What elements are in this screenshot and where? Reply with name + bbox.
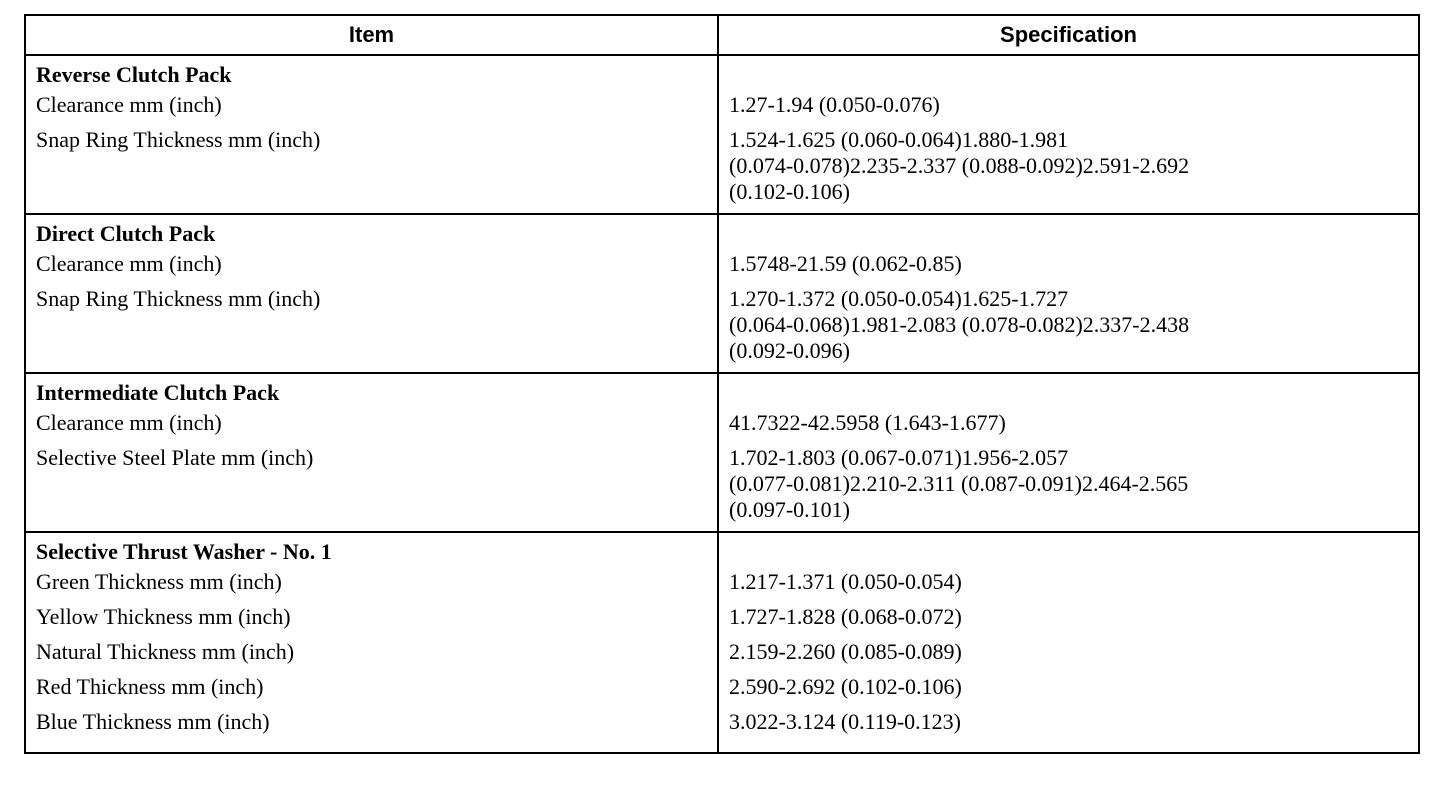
specification-cell bbox=[718, 569, 1419, 604]
table-row bbox=[25, 286, 1419, 373]
specification-line: 1.217-1.371 (0.050-0.054) bbox=[729, 569, 962, 594]
section-title-direct-clutch-pack: Direct Clutch Pack bbox=[25, 214, 718, 251]
specification-line: 1.702-1.803 (0.067-0.071)1.956-2.057 bbox=[729, 445, 1069, 470]
specification-line: (0.074-0.078)2.235-2.337 (0.088-0.092)2.591-2.692 bbox=[729, 153, 1190, 178]
item-cell: Red Thickness mm (inch) bbox=[25, 674, 718, 709]
specification-line: 2.590-2.692 (0.102-0.106) bbox=[729, 674, 962, 699]
item-cell: Yellow Thickness mm (inch) bbox=[25, 604, 718, 639]
specification-cell bbox=[718, 127, 1419, 214]
section-title-spec-empty bbox=[718, 532, 1419, 569]
table-row bbox=[25, 92, 1419, 127]
specification-line: (0.102-0.106) bbox=[729, 179, 850, 204]
table-row bbox=[25, 709, 1419, 753]
item-cell: Clearance mm (inch) bbox=[25, 92, 718, 127]
table-row bbox=[25, 410, 1419, 445]
section-header-row bbox=[25, 532, 1419, 569]
section-header-row bbox=[25, 373, 1419, 410]
header-row bbox=[25, 15, 1419, 55]
specification-cell bbox=[718, 709, 1419, 753]
table-row bbox=[25, 127, 1419, 214]
table-row bbox=[25, 569, 1419, 604]
specification-line: 1.727-1.828 (0.068-0.072) bbox=[729, 604, 962, 629]
specification-cell bbox=[718, 604, 1419, 639]
section-title-intermediate-clutch-pack: Intermediate Clutch Pack bbox=[25, 373, 718, 410]
specification-cell bbox=[718, 286, 1419, 373]
section-header-row bbox=[25, 214, 1419, 251]
item-cell: Selective Steel Plate mm (inch) bbox=[25, 445, 718, 532]
table-row bbox=[25, 639, 1419, 674]
item-cell: Clearance mm (inch) bbox=[25, 251, 718, 286]
section-title-selective-thrust-washer-no-1: Selective Thrust Washer - No. 1 bbox=[25, 532, 718, 569]
specification-line: 2.159-2.260 (0.085-0.089) bbox=[729, 639, 962, 664]
column-header-item: Item bbox=[25, 15, 718, 55]
specification-line: (0.092-0.096) bbox=[729, 338, 850, 363]
specification-cell bbox=[718, 92, 1419, 127]
specification-cell bbox=[718, 251, 1419, 286]
item-cell: Natural Thickness mm (inch) bbox=[25, 639, 718, 674]
specification-line: 1.524-1.625 (0.060-0.064)1.880-1.981 bbox=[729, 127, 1069, 152]
specification-line: (0.097-0.101) bbox=[729, 497, 850, 522]
table-row bbox=[25, 445, 1419, 532]
specification-line: 1.5748-21.59 (0.062-0.85) bbox=[729, 251, 962, 276]
section-title-spec-empty bbox=[718, 214, 1419, 251]
table-row bbox=[25, 251, 1419, 286]
specification-cell bbox=[718, 445, 1419, 532]
specification-line: (0.064-0.068)1.981-2.083 (0.078-0.082)2.337-2.438 bbox=[729, 312, 1190, 337]
specification-line: 1.270-1.372 (0.050-0.054)1.625-1.727 bbox=[729, 286, 1069, 311]
specification-cell bbox=[718, 674, 1419, 709]
specification-line: (0.077-0.081)2.210-2.311 (0.087-0.091)2.464-2.565 bbox=[729, 471, 1189, 496]
specification-cell bbox=[718, 639, 1419, 674]
item-cell: Snap Ring Thickness mm (inch) bbox=[25, 286, 718, 373]
item-cell: Clearance mm (inch) bbox=[25, 410, 718, 445]
specification-line: 3.022-3.124 (0.119-0.123) bbox=[729, 709, 961, 734]
section-header-row bbox=[25, 55, 1419, 92]
specification-line: 41.7322-42.5958 (1.643-1.677) bbox=[729, 410, 1006, 435]
table-row bbox=[25, 604, 1419, 639]
section-title-spec-empty bbox=[718, 373, 1419, 410]
item-cell: Blue Thickness mm (inch) bbox=[25, 709, 718, 753]
section-title-reverse-clutch-pack: Reverse Clutch Pack bbox=[25, 55, 718, 92]
table-body bbox=[25, 55, 1419, 753]
specification-table bbox=[24, 14, 1420, 754]
specification-line: 1.27-1.94 (0.050-0.076) bbox=[729, 92, 940, 117]
table-row bbox=[25, 674, 1419, 709]
item-cell: Snap Ring Thickness mm (inch) bbox=[25, 127, 718, 214]
column-header-specification: Specification bbox=[718, 15, 1419, 55]
item-cell: Green Thickness mm (inch) bbox=[25, 569, 718, 604]
specification-cell bbox=[718, 410, 1419, 445]
section-title-spec-empty bbox=[718, 55, 1419, 92]
